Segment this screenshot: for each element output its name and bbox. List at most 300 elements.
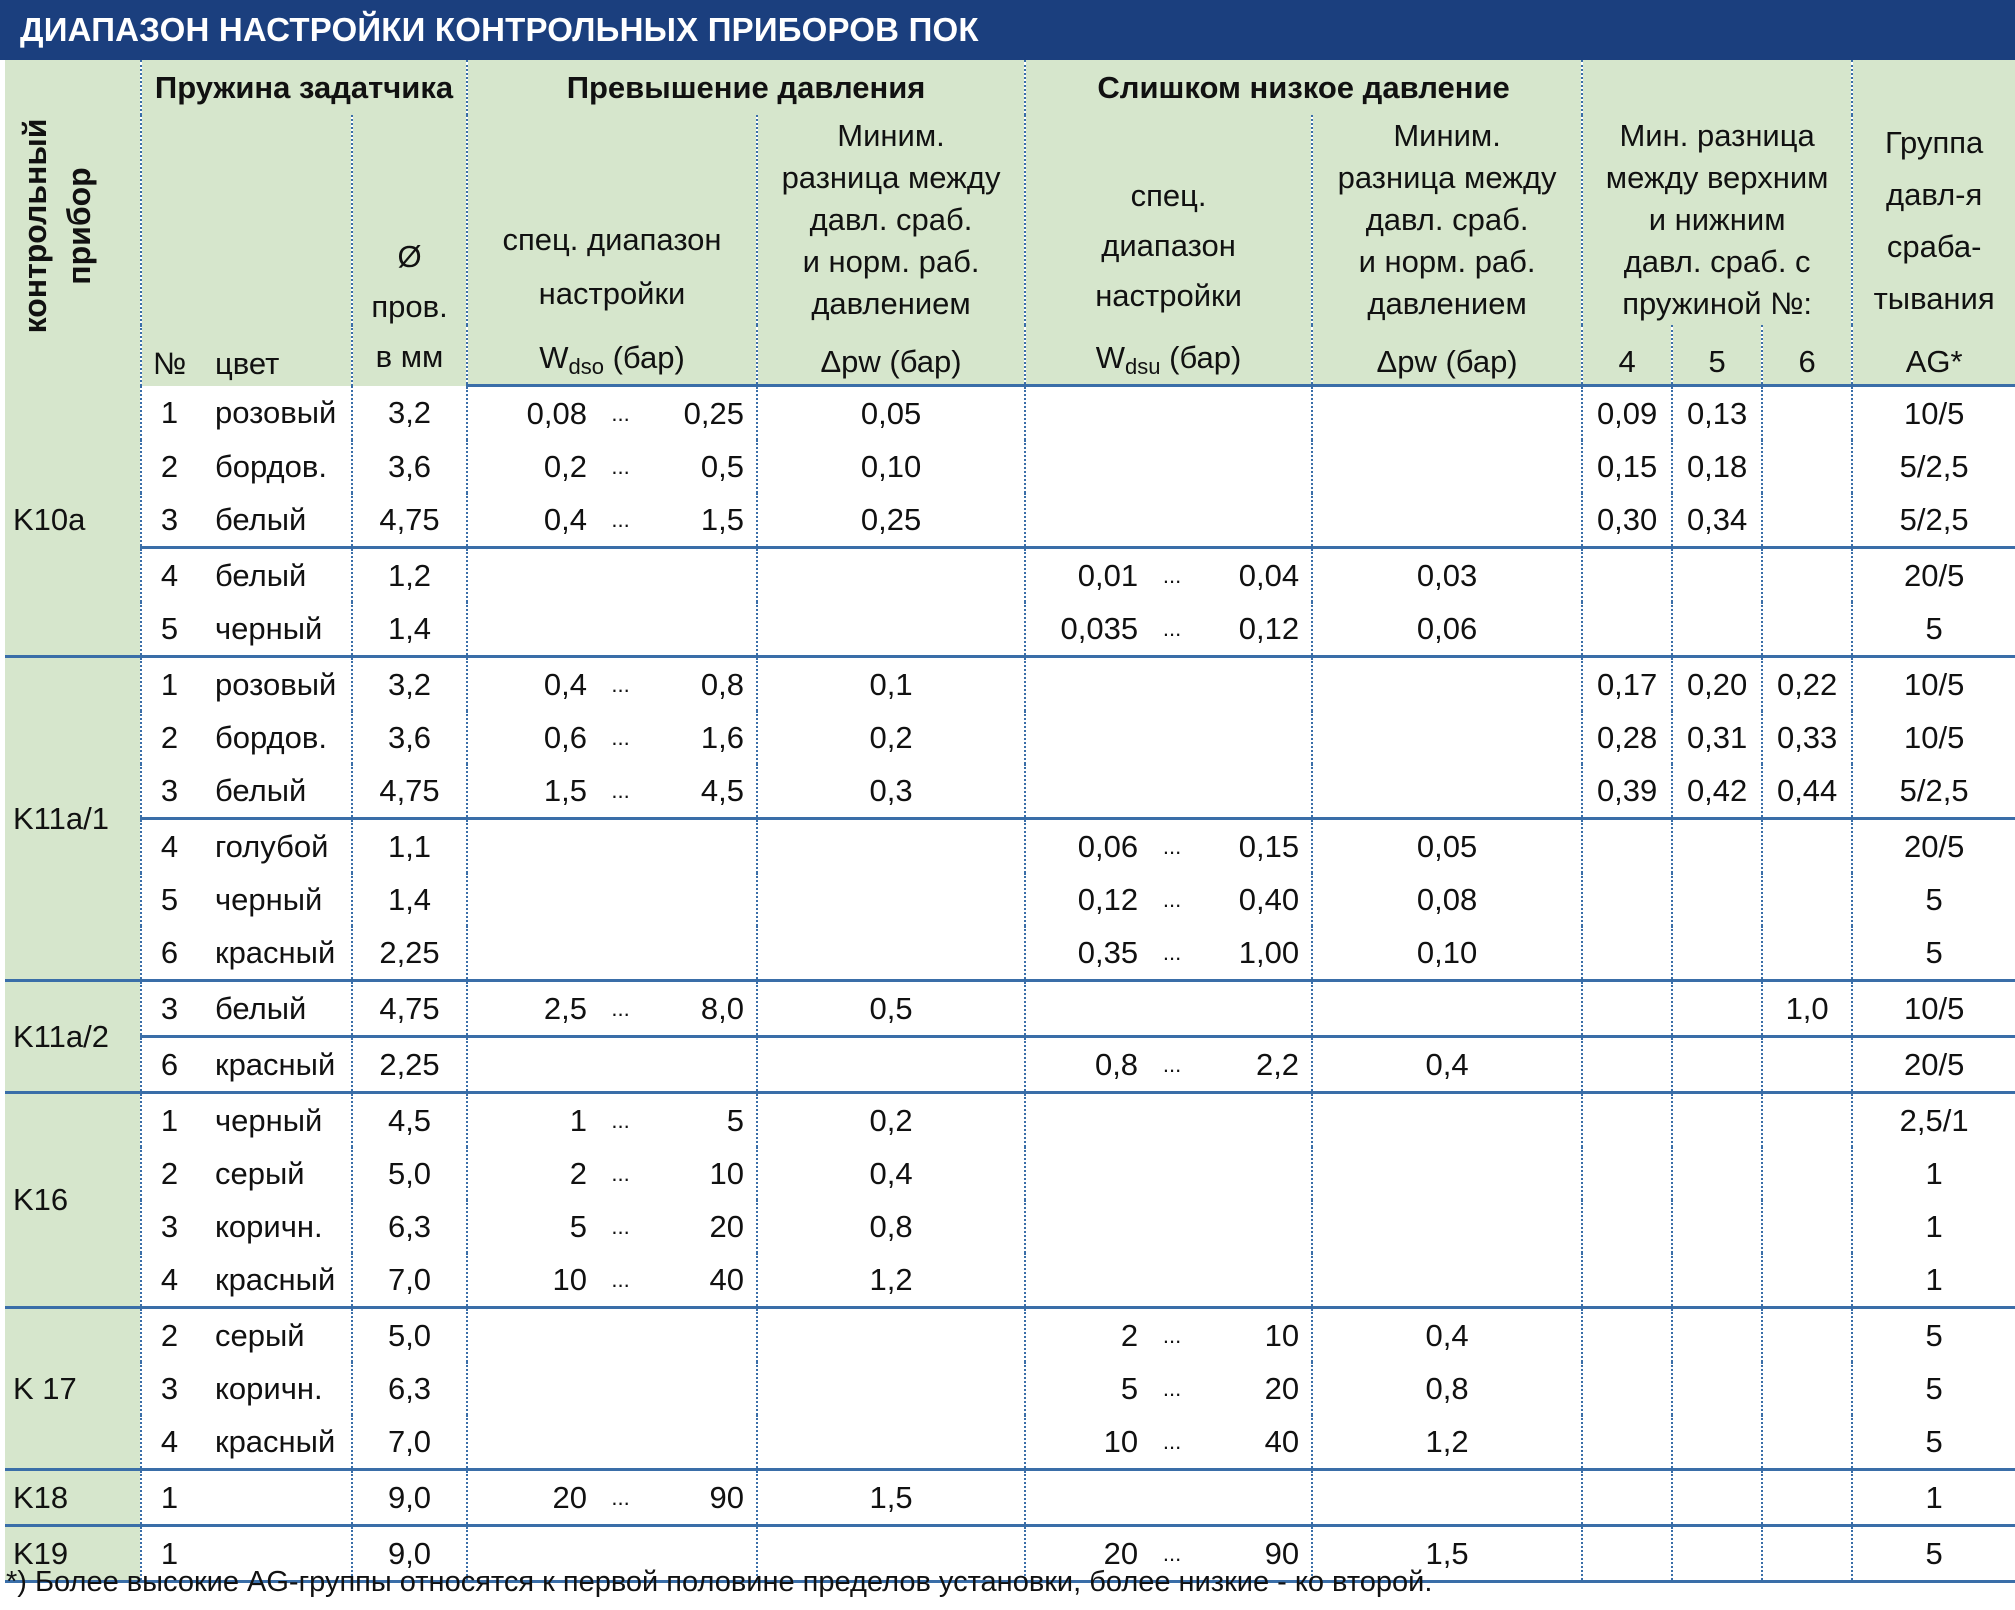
mindiff-4: 0,15 [1582, 440, 1672, 493]
mindiff-4: 0,28 [1582, 711, 1672, 764]
table-row [5, 440, 2015, 493]
header-mindiff-4: 4 [1582, 325, 1672, 386]
over-range-from: 2 [467, 1147, 597, 1200]
spring-diam: 4,75 [352, 764, 467, 819]
table-row [5, 926, 2015, 981]
over-range-to: 4,5 [644, 764, 757, 819]
spring-no: 2 [141, 1147, 197, 1200]
over-min-diff: 0,5 [757, 981, 1025, 1037]
table-row [5, 493, 2015, 548]
ag-group: 10/5 [1852, 657, 2015, 712]
header-under-min-l5: давлением [1367, 286, 1527, 321]
under-min-diff [1312, 386, 1582, 441]
header-spring-group: Пружина задатчика [141, 60, 467, 115]
under-range-from: 0,12 [1025, 873, 1148, 926]
spring-diam: 4,75 [352, 981, 467, 1037]
mindiff-6: 0,33 [1762, 711, 1852, 764]
spring-no: 3 [141, 1200, 197, 1253]
header-diam-l2: пров. [371, 288, 448, 324]
over-unit-tail: (бар) [603, 340, 685, 375]
spring-diam: 5,0 [352, 1308, 467, 1363]
over-range-from [467, 1037, 597, 1093]
mindiff-6 [1762, 1253, 1852, 1308]
over-range-dots [597, 926, 644, 981]
header-ag [1852, 60, 2015, 325]
spring-color: белый [197, 493, 352, 548]
under-range-to: 0,15 [1238, 828, 1300, 864]
mindiff-5 [1672, 1253, 1762, 1308]
under-range-to: 20 [1264, 1370, 1300, 1406]
spring-diam: 6,3 [352, 1200, 467, 1253]
ag-group: 10/5 [1852, 386, 2015, 441]
mindiff-6 [1762, 440, 1852, 493]
spring-color: серый [215, 1155, 305, 1191]
table-row [5, 711, 2015, 764]
under-range-to [1196, 493, 1312, 548]
header-over-group: Превышение давления [467, 60, 1025, 115]
under-range-from [1025, 493, 1148, 548]
device-name: K10a [5, 386, 141, 657]
ag-group: 5 [1852, 873, 2015, 926]
device-name: K11a/2 [5, 981, 141, 1093]
header-over-min-l2: разница между [781, 160, 1001, 195]
header-diam-l3: в мм [375, 338, 444, 374]
under-range-dots: ... [1148, 1037, 1196, 1093]
under-range-to: 0,40 [1238, 881, 1300, 917]
mindiff-6: 1,0 [1762, 981, 1852, 1037]
mindiff-4 [1582, 1415, 1672, 1470]
over-range-from: 1,5 [467, 764, 597, 819]
spring-diam: 3,2 [352, 657, 467, 712]
over-range-to: 10 [709, 1155, 745, 1191]
under-range-to: 0,12 [1196, 602, 1312, 657]
ag-group: 1 [1852, 1147, 2015, 1200]
ag-group: 20/5 [1852, 819, 2015, 874]
over-unit-sub: dso [568, 354, 604, 379]
under-range-dots: ... [1162, 833, 1182, 859]
over-range-from: 0,6 [467, 711, 597, 764]
table-body [5, 386, 2015, 1582]
over-range-from [467, 926, 597, 981]
ag-group: 5/2,5 [1852, 493, 2015, 548]
table-row [5, 1362, 2015, 1415]
under-range-from [1025, 1147, 1148, 1200]
table-row [5, 1308, 2015, 1363]
ag-group: 1 [1852, 1253, 2015, 1308]
table-row [5, 764, 2015, 819]
over-min-diff: 0,25 [757, 493, 1025, 548]
under-min-diff: 1,2 [1312, 1415, 1582, 1470]
under-min-diff [1312, 1093, 1582, 1148]
mindiff-4 [1582, 819, 1672, 874]
settings-range-table [5, 60, 2015, 1583]
under-range-to [1196, 1470, 1312, 1526]
mindiff-6 [1762, 926, 1852, 981]
under-range-to: 10 [1264, 1317, 1300, 1353]
over-range-from: 0,08 [467, 386, 597, 441]
header-ag-l2: давл-я [1885, 177, 1983, 212]
mindiff-5: 0,20 [1672, 657, 1762, 712]
over-range-dots: ... [611, 724, 630, 750]
spring-color: красный [197, 1415, 352, 1470]
table-row [5, 657, 2015, 712]
over-range-from: 5 [467, 1200, 597, 1253]
under-range-dots: ... [1162, 562, 1182, 588]
header-over-min-l5: давлением [811, 286, 971, 321]
over-range-from [467, 873, 597, 926]
under-range-from: 0,06 [1025, 819, 1148, 874]
mindiff-6 [1762, 1147, 1852, 1200]
header-under-range [1025, 115, 1312, 325]
over-range-dots: ... [611, 1213, 630, 1239]
spring-no: 1 [141, 1470, 197, 1526]
under-range-from [1025, 1253, 1148, 1308]
ag-group: 20/5 [1852, 1037, 2015, 1093]
spring-no: 1 [141, 1093, 197, 1148]
header-mindiff-5: 5 [1672, 325, 1762, 386]
under-range-to: 0,04 [1238, 557, 1300, 593]
spring-no: 1 [141, 386, 197, 441]
spring-color: серый [215, 1317, 305, 1353]
spring-no: 4 [141, 819, 197, 874]
device-name: K18 [5, 1470, 141, 1526]
spring-diam: 2,25 [352, 1037, 467, 1093]
table-row [5, 1037, 2015, 1093]
header-ag-unit: AG* [1852, 325, 2015, 386]
under-min-diff [1312, 764, 1582, 819]
ag-group: 5 [1852, 1308, 2015, 1363]
under-range-dots [1148, 493, 1196, 548]
under-range-dots: ... [1148, 1415, 1196, 1470]
under-range-from: 0,8 [1025, 1037, 1148, 1093]
under-range-from: 5 [1025, 1362, 1148, 1415]
under-range-dots [1148, 1147, 1196, 1200]
table-row [5, 1200, 2015, 1253]
mindiff-4 [1582, 1200, 1672, 1253]
mindiff-5 [1672, 1308, 1762, 1363]
over-min-diff [757, 819, 1025, 874]
spring-color: белый [215, 557, 307, 593]
under-range-from [1025, 1093, 1148, 1148]
mindiff-5 [1672, 1093, 1762, 1148]
mindiff-5 [1672, 1037, 1762, 1093]
over-range-from: 2,5 [467, 981, 597, 1037]
spring-no: 3 [141, 493, 197, 548]
mindiff-5 [1672, 819, 1762, 874]
over-range-from [467, 602, 597, 657]
mindiff-5: 0,42 [1672, 764, 1762, 819]
over-range-dots [597, 1362, 644, 1415]
over-range-to: 90 [644, 1470, 757, 1526]
under-min-diff: 0,4 [1312, 1308, 1582, 1363]
ag-group: 5 [1852, 1362, 2015, 1415]
spring-color: белый [197, 981, 352, 1037]
mindiff-4 [1582, 1253, 1672, 1308]
under-min-diff: 0,08 [1312, 873, 1582, 926]
over-range-from [467, 819, 597, 874]
under-range-dots [1148, 1253, 1196, 1308]
mindiff-4 [1582, 1470, 1672, 1526]
over-range-dots: ... [611, 400, 630, 426]
ag-group: 5/2,5 [1852, 764, 2015, 819]
under-range-to: 90 [1264, 1535, 1300, 1571]
over-range-dots [597, 1415, 644, 1470]
table-row [5, 1415, 2015, 1470]
spring-diam: 6,3 [352, 1362, 467, 1415]
over-range-to [644, 1415, 757, 1470]
header-mindiff-l1: Мин. разница [1619, 118, 1815, 153]
header-under-min-l2: разница между [1337, 160, 1557, 195]
over-range-to: 40 [644, 1253, 757, 1308]
under-min-diff: 0,10 [1312, 926, 1582, 981]
spring-diam: 4,75 [352, 493, 467, 548]
mindiff-6 [1762, 1362, 1852, 1415]
spring-no: 5 [141, 602, 197, 657]
spring-color: белый [197, 764, 352, 819]
header-diam-l1: Ø [397, 238, 422, 274]
over-range-dots: ... [597, 764, 644, 819]
header-device [5, 60, 141, 386]
header-under-min-l3: давл. сраб. [1365, 202, 1529, 237]
ag-group: 1 [1852, 1200, 2015, 1253]
spring-color: черный [215, 881, 323, 917]
under-range-to [1196, 440, 1312, 493]
mindiff-4 [1582, 602, 1672, 657]
under-range-from: 0,01 [1025, 548, 1148, 603]
under-range-from: 0,035 [1025, 602, 1148, 657]
ag-group: 5 [1852, 926, 2015, 981]
over-range-to: 0,25 [683, 395, 745, 431]
spring-color: коричн. [215, 1208, 323, 1244]
over-range-to: 1,5 [644, 493, 757, 548]
over-range-from: 10 [467, 1253, 597, 1308]
mindiff-4 [1582, 1093, 1672, 1148]
over-min-diff: 0,1 [757, 657, 1025, 712]
over-min-diff [757, 1362, 1025, 1415]
under-unit-main: W [1095, 340, 1126, 375]
mindiff-4 [1582, 1526, 1672, 1582]
mindiff-4 [1582, 1308, 1672, 1363]
over-range-to: 0,8 [700, 666, 745, 702]
under-range-dots: ... [1148, 926, 1196, 981]
under-range-dots [1148, 1093, 1196, 1148]
over-range-dots: ... [611, 453, 630, 479]
under-range-to: 1,00 [1196, 926, 1312, 981]
over-range-to [644, 1037, 757, 1093]
mindiff-6 [1762, 873, 1852, 926]
over-range-dots [597, 819, 644, 874]
over-range-dots: ... [597, 981, 644, 1037]
under-range-dots: ... [1148, 602, 1196, 657]
over-range-from: 0,2 [467, 440, 597, 493]
under-min-diff [1312, 1470, 1582, 1526]
spring-no: 4 [141, 1415, 197, 1470]
over-range-to [644, 819, 757, 874]
mindiff-5 [1672, 873, 1762, 926]
spring-diam: 3,2 [352, 386, 467, 441]
over-min-diff [757, 1415, 1025, 1470]
header-over-range-unit [467, 325, 757, 386]
under-range-dots [1148, 386, 1196, 441]
under-range-from: 20 [1025, 1526, 1148, 1582]
footnote: *) Более высокие AG-группы относятся к первой половине пределов установки, более низкие - ко второй. [6, 1566, 1433, 1598]
over-range-to [644, 1362, 757, 1415]
over-min-diff: 0,3 [757, 764, 1025, 819]
table-row [5, 1253, 2015, 1308]
over-range-to [644, 602, 757, 657]
mindiff-6 [1762, 819, 1852, 874]
under-range-to: 40 [1196, 1415, 1312, 1470]
device-name: K19 [5, 1526, 141, 1582]
mindiff-5: 0,13 [1672, 386, 1762, 441]
device-name: K16 [5, 1093, 141, 1308]
mindiff-4: 0,30 [1582, 493, 1672, 548]
over-range-from: 1 [467, 1093, 597, 1148]
over-min-diff: 1,2 [757, 1253, 1025, 1308]
over-min-diff [757, 1037, 1025, 1093]
spring-color [197, 1470, 352, 1526]
header-device-line2: прибор [61, 166, 97, 285]
over-min-diff [757, 873, 1025, 926]
header-spring-color: цвет [197, 115, 352, 386]
spring-no: 5 [141, 873, 197, 926]
over-range-from: 20 [467, 1470, 597, 1526]
header-over-min [757, 115, 1025, 325]
over-range-dots: ... [611, 1160, 630, 1186]
under-range-from [1025, 657, 1148, 712]
under-range-dots: ... [1162, 1322, 1182, 1348]
under-range-dots [1148, 1470, 1196, 1526]
under-range-dots [1148, 764, 1196, 819]
over-min-diff: 0,2 [757, 711, 1025, 764]
under-min-diff [1312, 493, 1582, 548]
under-range-from: 2 [1025, 1308, 1148, 1363]
over-min-diff [757, 548, 1025, 603]
spring-color: голубой [215, 828, 329, 864]
table-row [5, 873, 2015, 926]
ag-group: 10/5 [1852, 981, 2015, 1037]
header-mindiff-6: 6 [1762, 325, 1852, 386]
table-row [5, 1093, 2015, 1148]
spring-diam: 1,4 [352, 873, 467, 926]
mindiff-4 [1582, 1362, 1672, 1415]
spring-no: 3 [141, 981, 197, 1037]
spring-color: розовый [215, 666, 337, 702]
over-range-from [467, 1308, 597, 1363]
under-unit-sub: dsu [1125, 354, 1161, 379]
table-row [5, 819, 2015, 874]
mindiff-6 [1762, 602, 1852, 657]
under-range-to [1196, 386, 1312, 441]
over-min-diff: 1,5 [757, 1470, 1025, 1526]
under-min-diff [1312, 440, 1582, 493]
over-min-diff [757, 926, 1025, 981]
over-range-to [644, 873, 757, 926]
ag-group: 1 [1852, 1470, 2015, 1526]
mindiff-6 [1762, 386, 1852, 441]
header-under-min-l1: Миним. [1393, 118, 1501, 153]
spring-diam: 1,2 [352, 548, 467, 603]
under-min-diff: 1,5 [1312, 1526, 1582, 1582]
header-under-range-l3: настройки [1095, 278, 1242, 313]
over-range-dots: ... [611, 1107, 630, 1133]
under-range-dots [1148, 1200, 1196, 1253]
header-mindiff-l4: давл. сраб. с [1623, 244, 1811, 279]
under-range-dots [1148, 440, 1196, 493]
mindiff-6 [1762, 1308, 1852, 1363]
spring-diam: 9,0 [352, 1526, 467, 1582]
under-range-to: 2,2 [1196, 1037, 1312, 1093]
header-over-min-l3: давл. сраб. [809, 202, 973, 237]
under-min-diff [1312, 1147, 1582, 1200]
spring-diam: 1,4 [352, 602, 467, 657]
mindiff-6 [1762, 1526, 1852, 1582]
spring-color: красный [197, 1037, 352, 1093]
under-min-diff [1312, 1253, 1582, 1308]
mindiff-6 [1762, 1470, 1852, 1526]
over-range-from [467, 1415, 597, 1470]
header-under-range-l1: спец. [1130, 178, 1207, 213]
spring-color: красный [197, 926, 352, 981]
spring-color: коричн. [215, 1370, 323, 1406]
spring-no: 6 [141, 926, 197, 981]
over-min-diff: 0,10 [757, 440, 1025, 493]
over-range-dots: ... [597, 1470, 644, 1526]
spring-diam: 7,0 [352, 1415, 467, 1470]
mindiff-5 [1672, 1200, 1762, 1253]
header-over-min-l1: Миним. [837, 118, 945, 153]
mindiff-6: 0,44 [1762, 764, 1852, 819]
over-min-diff [757, 602, 1025, 657]
under-range-to [1196, 657, 1312, 712]
device-name: K 17 [5, 1308, 141, 1470]
under-range-to [1196, 1253, 1312, 1308]
mindiff-4 [1582, 926, 1672, 981]
mindiff-4 [1582, 1037, 1672, 1093]
under-range-dots: ... [1162, 1375, 1182, 1401]
ag-group: 5 [1852, 1526, 2015, 1582]
spring-no: 6 [141, 1037, 197, 1093]
header-ag-l3: сраба- [1886, 229, 1982, 264]
spring-color: розовый [215, 394, 337, 430]
spring-color: черный [215, 1102, 323, 1138]
under-range-from [1025, 764, 1148, 819]
spring-no: 4 [141, 548, 197, 603]
under-range-to [1196, 981, 1312, 1037]
table-row [5, 548, 2015, 603]
over-unit-main: W [539, 340, 569, 375]
mindiff-4 [1582, 1147, 1672, 1200]
over-range-from [467, 548, 597, 603]
mindiff-6 [1762, 1093, 1852, 1148]
spring-no: 1 [141, 1526, 197, 1582]
header-under-group: Слишком низкое давление [1025, 60, 1582, 115]
table-row [5, 1470, 2015, 1526]
under-min-diff: 0,03 [1312, 548, 1582, 603]
mindiff-5 [1672, 1415, 1762, 1470]
over-range-from [467, 1362, 597, 1415]
header-over-range-l1: спец. диапазон [502, 222, 722, 257]
mindiff-5 [1672, 602, 1762, 657]
under-range-from: 0,35 [1025, 926, 1148, 981]
mindiff-4 [1582, 548, 1672, 603]
spring-no: 3 [141, 1362, 197, 1415]
mindiff-5 [1672, 926, 1762, 981]
mindiff-4: 0,09 [1582, 386, 1672, 441]
under-min-diff: 0,8 [1312, 1362, 1582, 1415]
under-range-from [1025, 711, 1148, 764]
over-range-dots [597, 1037, 644, 1093]
